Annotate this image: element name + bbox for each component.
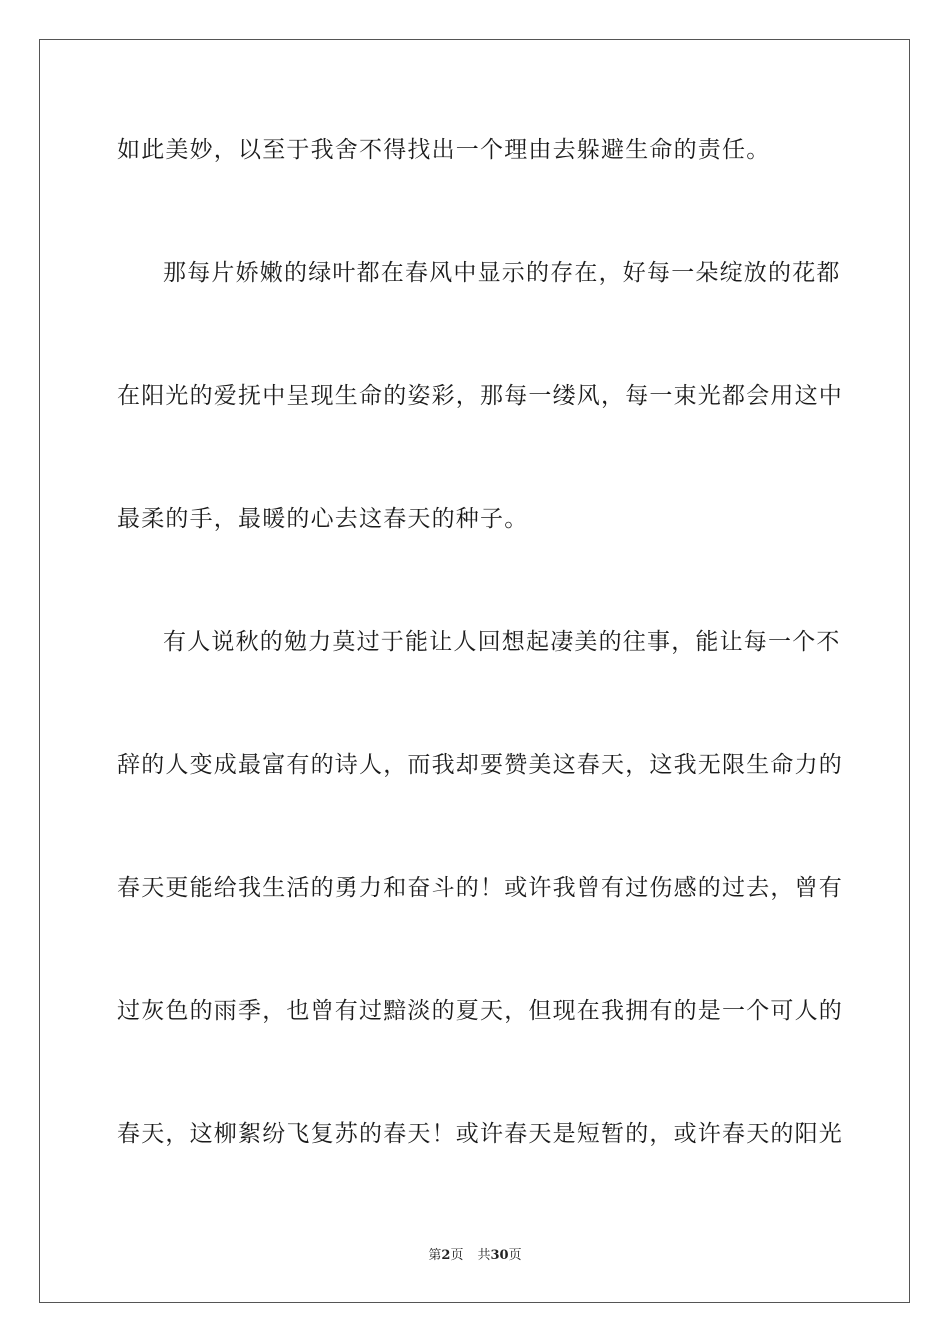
text-line: 春天，这柳絮纷飞复苏的春天！或许春天是短暂的，或许春天的阳光 bbox=[117, 1121, 843, 1147]
text-line: 如此美妙，以至于我舍不得找出一个理由去躲避生命的责任。 bbox=[117, 137, 771, 163]
text-line: 在阳光的爱抚中呈现生命的姿彩，那每一缕风，每一束光都会用这中 bbox=[117, 383, 843, 409]
text-line: 过灰色的雨季，也曾有过黯淡的夏天，但现在我拥有的是一个可人的 bbox=[117, 998, 843, 1024]
page-prefix: 第 bbox=[428, 1248, 442, 1263]
text-line: 有人说秋的勉力莫过于能让人回想起凄美的往事，能让每一个不 bbox=[163, 629, 841, 655]
text-line: 辞的人变成最富有的诗人，而我却要赞美这春天，这我无限生命力的 bbox=[117, 752, 843, 778]
text-line: 最柔的手，最暖的心去这春天的种子。 bbox=[117, 506, 529, 532]
total-suffix: 页 bbox=[508, 1248, 522, 1263]
total-page-count: 30 bbox=[490, 1248, 509, 1263]
page-border bbox=[39, 39, 910, 1303]
total-prefix: 共 bbox=[477, 1248, 491, 1263]
text-line: 春天更能给我生活的勇力和奋斗的！或许我曾有过伤感的过去，曾有 bbox=[117, 875, 843, 901]
current-page-number: 2 bbox=[441, 1248, 451, 1263]
page-suffix: 页 bbox=[450, 1248, 464, 1263]
text-line: 那每片娇嫩的绿叶都在春风中显示的存在，好每一朵绽放的花都 bbox=[163, 260, 841, 286]
page-footer bbox=[0, 1248, 950, 1264]
